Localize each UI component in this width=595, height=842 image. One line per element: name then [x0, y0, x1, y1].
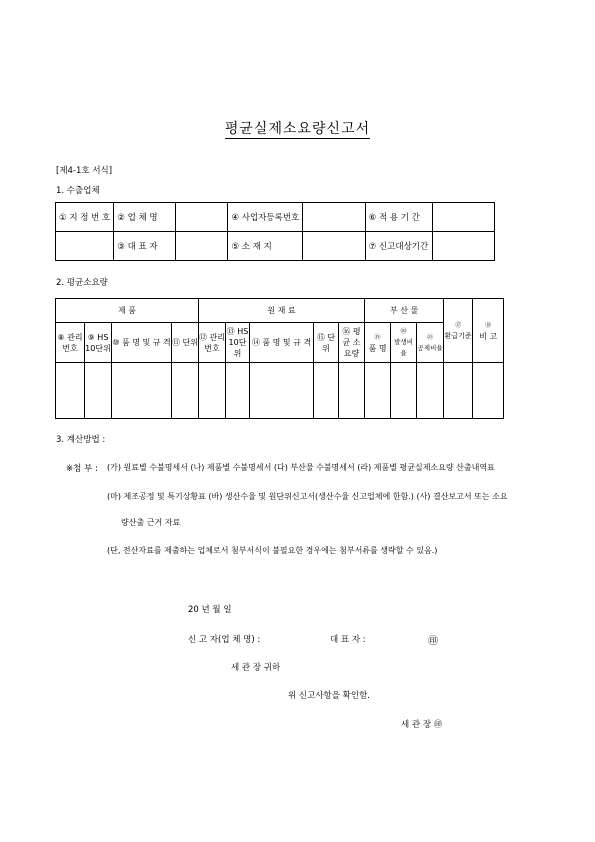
- col-19-mark: ⑲: [374, 333, 381, 341]
- table-cell[interactable]: [56, 363, 85, 419]
- addressee-line: 세 관 장 귀하: [231, 663, 281, 673]
- location-label: ⑤ 소 재 지: [228, 232, 303, 261]
- exporter-table: [55, 202, 495, 261]
- table-cell[interactable]: [444, 363, 473, 419]
- table-row: [56, 363, 504, 419]
- designation-no-label: ① 지 정 번 호: [56, 203, 114, 232]
- mgmt-no-8-header: ⑧ 관리번호: [56, 323, 85, 363]
- remarks-header: [473, 299, 504, 363]
- product-group-header: 제 품: [56, 299, 199, 323]
- remarks-label: 비 고: [479, 331, 498, 341]
- attachment-line-1: (가) 원료별 수불명세서 (나) 제품별 수불명세서 (다) 부산물 수불명세서 (라) 제품별 평균실제소요량 산출내역표: [107, 463, 495, 472]
- attachment-line-3: 량산출 근거 자료: [121, 518, 181, 527]
- business-name-value[interactable]: [175, 203, 228, 232]
- apply-period-label: ⑥ 적 용 기 간: [365, 203, 432, 232]
- reporter-label: 신 고 자(업 체 명) :: [188, 635, 261, 645]
- date-line: 20 년 월 일: [188, 605, 232, 615]
- table-cell[interactable]: [391, 363, 417, 419]
- avg-req-16-header: ⑯ 평균 소요량: [339, 323, 365, 363]
- refund-basis-header: [444, 299, 473, 363]
- seal-mark: ㊞: [428, 636, 438, 647]
- bp-deduct-label: 공제비율: [417, 343, 443, 352]
- attachment-line-2: (마) 제조공정 및 특기상황표 (바) 생산수율 및 원단위신고서(생산수율 신고업체에 한함.) (사) 결산보고서 또는 소요: [107, 492, 508, 501]
- bp-name-label: 품 명: [368, 343, 387, 353]
- chief-sign-line: 세 관 장 ㊞: [401, 720, 443, 730]
- form-number: [제4-1호 서식]: [56, 166, 113, 176]
- location-value[interactable]: [303, 232, 365, 261]
- name-spec-14-header: ⑭ 품 명 및 규 격: [250, 323, 314, 363]
- table-cell[interactable]: [172, 363, 199, 419]
- bp-rate-label: 발생비율: [394, 338, 413, 357]
- hs-9-header: ⑨ HS 10단위: [85, 323, 112, 363]
- byproduct-group-header: 부 산 물: [365, 299, 444, 323]
- report-period-value[interactable]: [432, 232, 494, 261]
- form-title: 평균실제소요량신고서: [224, 121, 371, 137]
- table-cell[interactable]: [250, 363, 314, 419]
- section-1-heading: 1. 수출업체: [56, 186, 100, 196]
- representative-sign-label: 대 표 자 :: [330, 635, 366, 645]
- attachment-note: (단, 전산자료를 제출하는 업체로서 첨부서식이 불필요한 경우에는 첨부서류를 생략할 수 있음.): [107, 546, 438, 555]
- table-cell[interactable]: [473, 363, 504, 419]
- apply-period-value[interactable]: [432, 203, 494, 232]
- bp-rate-header: [391, 323, 417, 363]
- unit-15-header: ⑮ 단위: [314, 323, 339, 363]
- mgmt-no-12-header: ⑫ 관리번호: [199, 323, 226, 363]
- table-cell[interactable]: [314, 363, 339, 419]
- attachment-label: ※첨 부 :: [66, 464, 98, 474]
- table-cell[interactable]: [339, 363, 365, 419]
- representative-value[interactable]: [175, 232, 228, 261]
- table-cell[interactable]: [417, 363, 444, 419]
- col-21-mark: ㉑: [427, 333, 434, 341]
- representative-label: ③ 대 표 자: [114, 232, 175, 261]
- raw-material-group-header: 원 재 료: [199, 299, 365, 323]
- confirm-line: 위 신고사항을 확인함.: [288, 691, 371, 701]
- col-20-mark: ⑳: [400, 328, 407, 335]
- report-period-label: ⑦ 신고대상기간: [365, 232, 432, 261]
- designation-no-value[interactable]: [56, 232, 114, 261]
- table-cell[interactable]: [199, 363, 226, 419]
- table-cell[interactable]: [226, 363, 250, 419]
- table-cell[interactable]: [365, 363, 391, 419]
- table-cell[interactable]: [112, 363, 172, 419]
- bp-name-header: [365, 323, 391, 363]
- avg-requirement-table: [55, 298, 504, 419]
- biz-reg-no-value[interactable]: [303, 203, 365, 232]
- section-2-heading: 2. 평균소요량: [56, 278, 108, 288]
- section-3-heading: 3. 계산방법 :: [56, 435, 106, 445]
- refund-basis-label: 환급기준: [444, 331, 472, 340]
- hs-13-header: ⑬ HS 10단위: [226, 323, 250, 363]
- name-spec-10-header: ⑩ 품 명 및 규 격: [112, 323, 172, 363]
- biz-reg-no-label: ④ 사업자등록번호: [228, 203, 303, 232]
- table-cell[interactable]: [85, 363, 112, 419]
- unit-11-header: ⑪ 단위: [172, 323, 199, 363]
- business-name-label: ② 업 체 명: [114, 203, 175, 232]
- bp-deduct-header: [417, 323, 444, 363]
- col-18-mark: ⑱: [485, 321, 492, 329]
- col-17-mark: ⑰: [455, 321, 462, 329]
